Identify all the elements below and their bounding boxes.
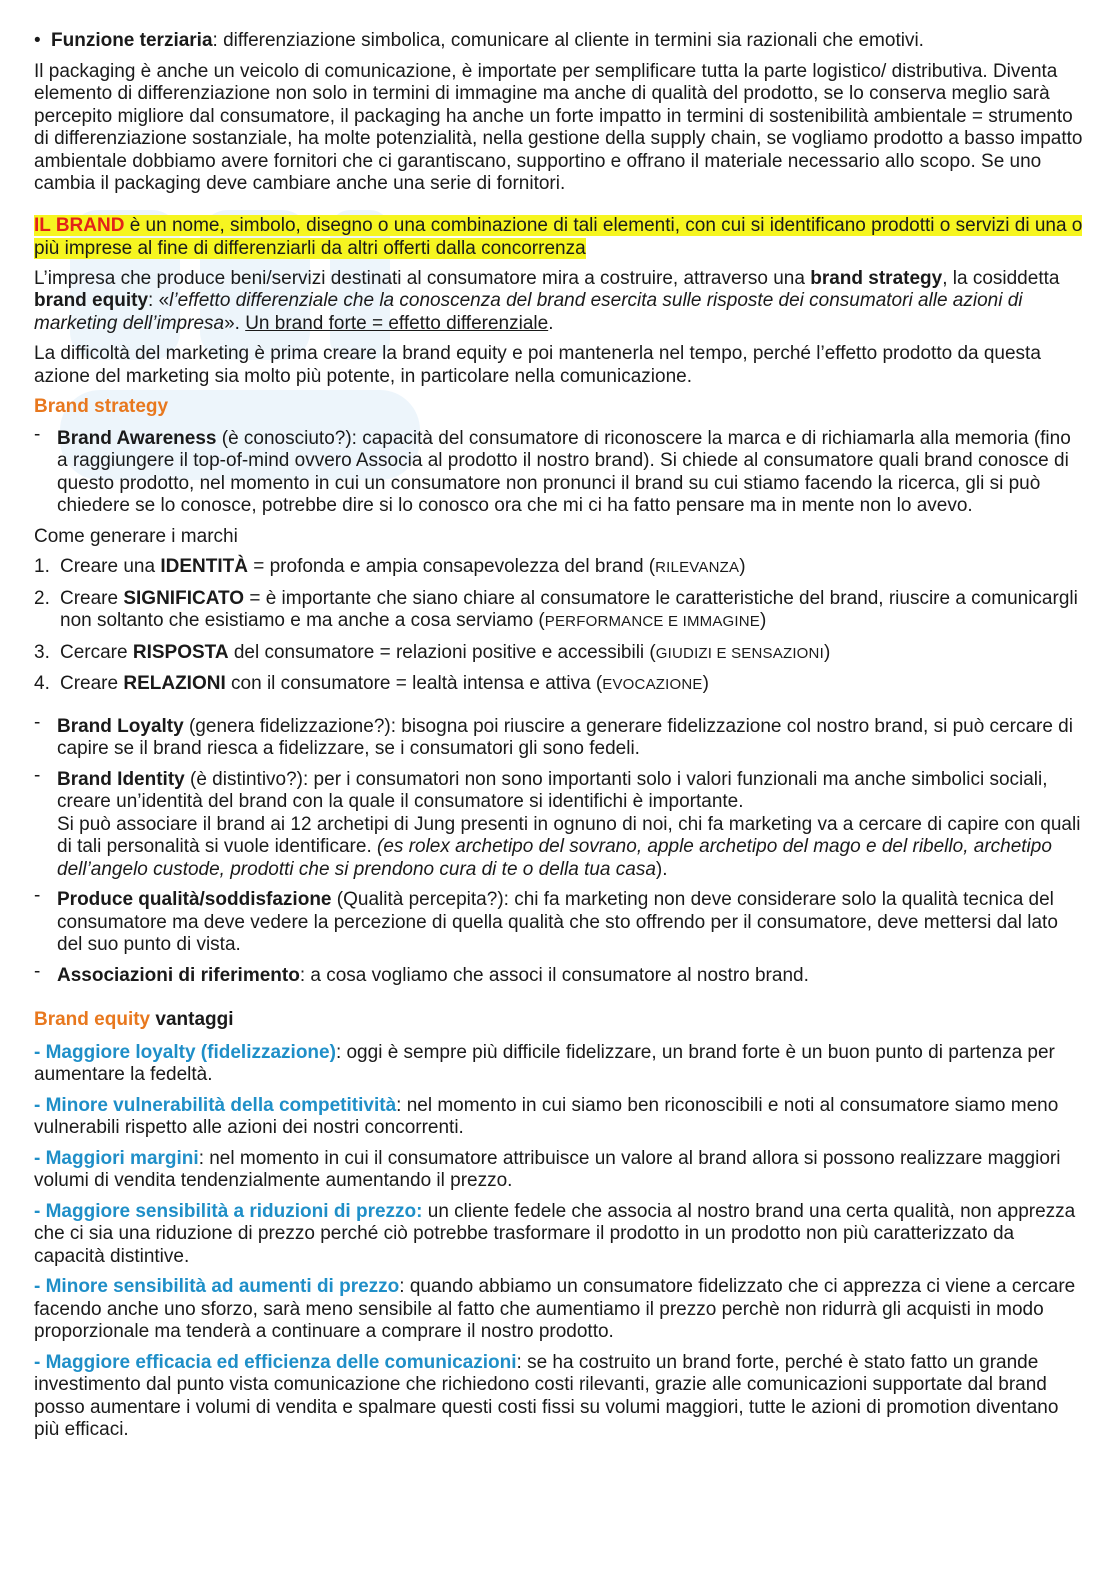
brand-equity-heading: Brand equity vantaggi <box>34 1009 234 1030</box>
packaging-paragraph: Il packaging è anche un veicolo di comunicazione, è importate per semplificare tutta la parte logistico/ distributiva. Diventa elemento di differenziazione non solo in termini di immagine ma anche di qualità del prodotto, se lo conserva meglio sarà percepito migliore dal consumatore, il packaging ha anche un forte impatto in termini di sostenibilità ambientale = strumento di differenziazione sostanziale, ha molte potenzialità, nella gestione della supply chain, se vogliamo prodotto a basso impatto ambientale dobbiamo avere fornitori che ci garantiscano, supportino e offrano il materiale necessario allo scopo. Se uno cambia il packaging deve cambiare anche una serie di fornitori. <box>34 60 1083 194</box>
advantage-item: - Maggiori margini: nel momento in cui il consumatore attribuisce un valore al brand allora si possono realizzare maggiori volumi di vendita tendenzialmente aumentando il prezzo. <box>34 1147 1061 1191</box>
step-item: 1. Creare una IDENTITÀ = profonda e ampia consapevolezza del brand (RILEVANZA) <box>34 556 746 577</box>
funzione-terziaria-label: Funzione terziaria <box>51 30 213 51</box>
marketing-difficulty-paragraph: La difficoltà del marketing è prima creare la brand equity e poi mantenerla nel tempo, perché l’effetto prodotto da questa azione del marketing sia molto più potente, in particolare nella comunicazione. <box>34 343 1041 387</box>
advantage-item: - Maggiore sensibilità a riduzioni di prezzo: un cliente fedele che associa al nostro brand una certa qualità, non apprezza che ci sia una riduzione di prezzo perché ciò potrebbe trasformare il prodotto in un prodotto non più caratterizzato da capacità distintive. <box>34 1200 1076 1267</box>
brand-equity-paragraph: L’impresa che produce beni/servizi destinati al consumatore mira a costruire, attraverso una brand strategy, la cosiddetta brand equity: «l’effetto differenziale che la conoscenza del brand esercita sulle risposte dei consumatori alle azioni di marketing dell’impresa». Un brand forte = effetto differenziale. <box>34 267 1060 334</box>
advantage-item: - Maggiore loyalty (fidelizzazione): oggi è sempre più difficile fidelizzare, un brand forte è un buon punto di partenza per aumentare la fedeltà. <box>34 1041 1055 1085</box>
perceived-quality-item: - Produce qualità/soddisfazione (Qualità percepita?): chi fa marketing non deve considerare solo la qualità tecnica del consumatore ma deve vedere la percezione di quella qualità che sto offrendo per il consumatore, deve mettersi dal lato del suo punto di vista. <box>34 885 1058 955</box>
brand-identity-item: - Brand Identity (è distintivo?): per i consumatori non sono importanti solo i valori funzionali ma anche simbolici sociali, creare un’identità del brand con la quale il consumatore si identifichi è importante. Si può associare il brand ai 12 archetipi di Jung presenti in ognuno di noi, chi fa marketing va a cercare di capire con quali di tali personalità si vuole identificare. (es rolex archetipo del sovrano, apple archetipo del mago e del ribello, archetipo dell’angelo custode, prodotti che si prendono cura di te o della tua casa). <box>34 764 1081 880</box>
brand-loyalty-item: - Brand Loyalty (genera fidelizzazione?): bisogna poi riuscire a generare fidelizzazione col nostro brand, si può cercare di capire se il brand riesca a fidelizzare, se i consumatori gli sono fedeli. <box>34 711 1073 759</box>
step-item: 4. Creare RELAZIONI con il consumatore = lealtà intensa e attiva (EVOCAZIONE) <box>34 673 709 694</box>
brand-definition-label: IL BRAND <box>34 214 125 236</box>
step-item: 3. Cercare RISPOSTA del consumatore = relazioni positive e accessibili (GIUDIZI E SENSAZIONI) <box>34 641 831 663</box>
advantage-item: - Minore vulnerabilità della competitività: nel momento in cui siamo ben riconoscibili e noti al consumatore siamo meno vulnerabili rispetto alle azioni dei nostri concorrenti. <box>34 1094 1059 1138</box>
brand-definition <box>34 214 1084 260</box>
associations-item: - Associazioni di riferimento: a cosa vogliamo che associ il consumatore al nostro brand. <box>34 960 809 986</box>
brand-awareness-item: - Brand Awareness (è conosciuto?): capacità del consumatore di riconoscere la marca e di richiamarla alla memoria (fino a raggiungere il top-of-mind ovvero Associa al prodotto il nostro brand). Si chiede al consumatore quali brand conosce di questo prodotto, nel momento in cui un consumatore non pronunci il brand su cui stiamo facendo la ricerca, gli si può chiedere se lo conosce, potrebbe dire si lo conosco ora che mi ci ha fatto pensare ma in mente non lo avevo. <box>34 423 1071 516</box>
brand-definition-text: è un nome, simbolo, disegno o una combinazione di tali elementi, con cui si identificano prodotti o servizi di una o più imprese al fine di differenziarli da altri offerti dalla concorrenza <box>34 214 1083 259</box>
step-item: 2. Creare SIGNIFICATO = è importante che siano chiare al consumatore le caratteristiche del brand, riuscire a comunicargli non soltanto che esistiamo e ma anche a cosa serviamo (PERFORMANCE E IMMAGINE) <box>34 587 1078 631</box>
document-page <box>34 30 1084 1450</box>
marchi-intro: Come generare i marchi <box>34 525 238 547</box>
brand-strategy-heading: Brand strategy <box>34 396 169 417</box>
advantage-item: - Minore sensibilità ad aumenti di prezzo: quando abbiamo un consumatore fidelizzato che ci apprezza ci viene a cercare facendo anche uno sforzo, sarà meno sensibile al fatto che aumentiamo il prezzo perchè non ridurrà gli acquisti in modo proporzionale ma tenderà a continuare a comprare il nostro prodotto. <box>34 1276 1076 1342</box>
funzione-terziaria-item: • Funzione terziaria: differenziazione simbolica, comunicare al cliente in termini sia razionali che emotivi. <box>34 30 1084 53</box>
advantage-item: - Maggiore efficacia ed efficienza delle comunicazioni: se ha costruito un brand forte, perché è stato fatto un grande investimento dal punto vista comunicazione che richiedono costi rilevanti, grazie alle comunicazioni supportate dal brand posso aumentare i volumi di vendita e spalmare questi costi fissi su volumi maggiori, tutte le azioni di promotion diventano più efficaci. <box>34 1351 1059 1440</box>
